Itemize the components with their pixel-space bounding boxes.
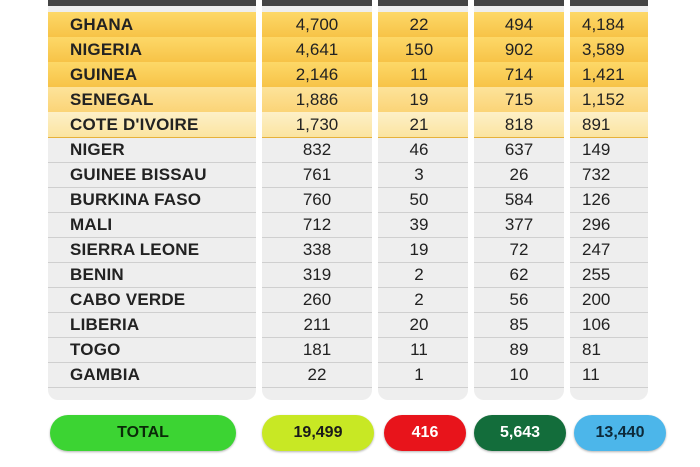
- column-header-strip: [48, 0, 256, 6]
- cases-cell: 2,146: [262, 62, 372, 88]
- cases-cell: 4,641: [262, 37, 372, 63]
- cases-cell: 338: [262, 237, 372, 263]
- cases-cell: 1,730: [262, 112, 372, 138]
- country-cell: GUINEE BISSAU: [48, 162, 256, 188]
- deaths-cell: 20: [378, 312, 468, 338]
- active-cell: 732: [570, 162, 648, 188]
- deaths-column: [378, 0, 468, 400]
- column-header-strip: [570, 0, 648, 6]
- total-deaths-pill: 416: [384, 415, 466, 451]
- cases-column: [262, 0, 372, 400]
- total-label-pill: TOTAL: [50, 415, 236, 451]
- recovered-cell: 10: [474, 362, 564, 388]
- active-cell: 255: [570, 262, 648, 288]
- recovered-cell: 72: [474, 237, 564, 263]
- country-cell: NIGER: [48, 137, 256, 163]
- active-cell: 296: [570, 212, 648, 238]
- active-cell: 200: [570, 287, 648, 313]
- deaths-cell: 21: [378, 112, 468, 138]
- cases-cell: 319: [262, 262, 372, 288]
- active-cell: 106: [570, 312, 648, 338]
- deaths-cell: 39: [378, 212, 468, 238]
- country-cell: LIBERIA: [48, 312, 256, 338]
- country-column: [48, 0, 256, 400]
- country-cell: GAMBIA: [48, 362, 256, 388]
- active-column: [570, 0, 648, 400]
- country-cell: MALI: [48, 212, 256, 238]
- recovered-cell: 377: [474, 212, 564, 238]
- cases-cell: 760: [262, 187, 372, 213]
- covid-table: [48, 0, 648, 400]
- cases-cell: 832: [262, 137, 372, 163]
- recovered-cell: 902: [474, 37, 564, 63]
- recovered-cell: 637: [474, 137, 564, 163]
- active-cell: 3,589: [570, 37, 648, 63]
- country-cell: GHANA: [48, 12, 256, 38]
- deaths-cell: 11: [378, 62, 468, 88]
- active-cell: 247: [570, 237, 648, 263]
- active-cell: 11: [570, 362, 648, 388]
- active-cell: 1,421: [570, 62, 648, 88]
- recovered-column: [474, 0, 564, 400]
- country-cell: BURKINA FASO: [48, 187, 256, 213]
- deaths-cell: 19: [378, 237, 468, 263]
- deaths-cell: 150: [378, 37, 468, 63]
- active-cell: 1,152: [570, 87, 648, 113]
- deaths-cell: 46: [378, 137, 468, 163]
- country-cell: NIGERIA: [48, 37, 256, 63]
- cases-cell: 181: [262, 337, 372, 363]
- cases-cell: 761: [262, 162, 372, 188]
- recovered-cell: 62: [474, 262, 564, 288]
- cases-cell: 712: [262, 212, 372, 238]
- deaths-cell: 22: [378, 12, 468, 38]
- recovered-cell: 26: [474, 162, 564, 188]
- cases-cell: 211: [262, 312, 372, 338]
- active-cell: 4,184: [570, 12, 648, 38]
- cases-cell: 4,700: [262, 12, 372, 38]
- recovered-cell: 818: [474, 112, 564, 138]
- cases-cell: 1,886: [262, 87, 372, 113]
- country-cell: COTE D'IVOIRE: [48, 112, 256, 138]
- deaths-cell: 11: [378, 337, 468, 363]
- recovered-cell: 494: [474, 12, 564, 38]
- total-active-pill: 13,440: [574, 415, 666, 451]
- country-cell: BENIN: [48, 262, 256, 288]
- cases-cell: 22: [262, 362, 372, 388]
- active-cell: 126: [570, 187, 648, 213]
- country-cell: SENEGAL: [48, 87, 256, 113]
- column-header-strip: [262, 0, 372, 6]
- deaths-cell: 2: [378, 262, 468, 288]
- recovered-cell: 584: [474, 187, 564, 213]
- country-cell: TOGO: [48, 337, 256, 363]
- recovered-cell: 715: [474, 87, 564, 113]
- deaths-cell: 2: [378, 287, 468, 313]
- deaths-cell: 1: [378, 362, 468, 388]
- country-cell: GUINEA: [48, 62, 256, 88]
- column-header-strip: [378, 0, 468, 6]
- cases-cell: 260: [262, 287, 372, 313]
- active-cell: 149: [570, 137, 648, 163]
- country-cell: CABO VERDE: [48, 287, 256, 313]
- deaths-cell: 19: [378, 87, 468, 113]
- total-cases-pill: 19,499: [262, 415, 374, 451]
- column-header-strip: [474, 0, 564, 6]
- country-cell: SIERRA LEONE: [48, 237, 256, 263]
- deaths-cell: 50: [378, 187, 468, 213]
- deaths-cell: 3: [378, 162, 468, 188]
- recovered-cell: 56: [474, 287, 564, 313]
- recovered-cell: 714: [474, 62, 564, 88]
- recovered-cell: 89: [474, 337, 564, 363]
- recovered-cell: 85: [474, 312, 564, 338]
- total-recovered-pill: 5,643: [474, 415, 566, 451]
- active-cell: 891: [570, 112, 648, 138]
- active-cell: 81: [570, 337, 648, 363]
- totals-row: [0, 415, 700, 453]
